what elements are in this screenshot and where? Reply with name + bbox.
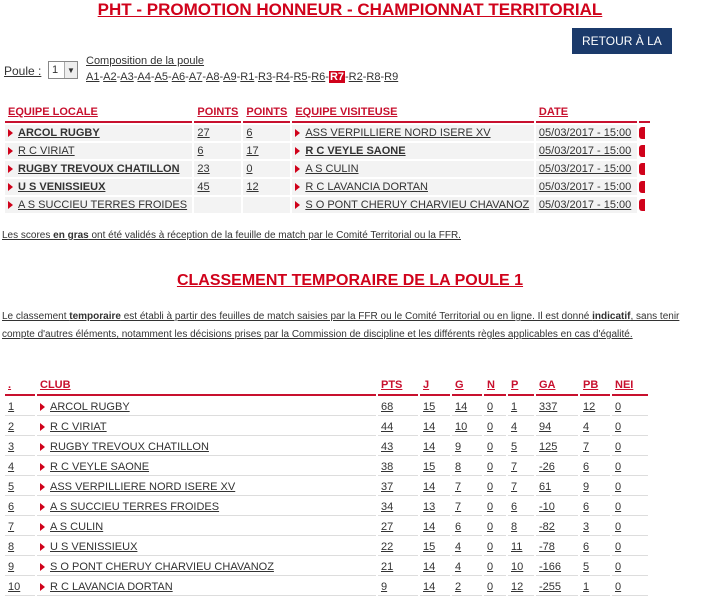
status-marker-icon[interactable]	[639, 181, 645, 193]
standings-nei[interactable]: 0	[612, 398, 648, 416]
standings-nei[interactable]: 0	[612, 438, 648, 456]
poule-group-link[interactable]: A1	[86, 71, 100, 83]
match-away-cell[interactable]	[292, 143, 534, 159]
standings-ga[interactable]: 61	[536, 478, 578, 496]
header-extra	[639, 102, 650, 123]
standings-pts[interactable]: 68	[378, 398, 418, 416]
match-points-home[interactable]: 23	[194, 161, 241, 177]
poule-group-link[interactable]: R2	[348, 71, 363, 83]
poule-group-link[interactable]: A7	[188, 71, 203, 83]
poule-group-link[interactable]: A4	[137, 71, 151, 83]
classement-note-text: Le classement	[2, 311, 70, 322]
caret-right-icon	[40, 563, 45, 571]
standings-ga[interactable]: 94	[536, 418, 578, 436]
match-points-home[interactable]: 45	[194, 179, 241, 195]
standings-club: U S VENISSIEUX	[50, 540, 138, 553]
caret-right-icon	[295, 201, 300, 209]
standings-p[interactable]: 12	[508, 578, 534, 596]
poule-group-link[interactable]: R3	[258, 71, 273, 83]
caret-right-icon	[40, 443, 45, 451]
standings-table	[3, 374, 650, 598]
standings-club: A S CULIN	[50, 520, 104, 533]
standings-g[interactable]: 4	[452, 558, 482, 576]
standings-pb[interactable]: 1	[580, 578, 610, 596]
match-row	[5, 125, 650, 141]
classement-note-bold: indicatif	[592, 311, 631, 322]
standings-g[interactable]: 7	[452, 478, 482, 496]
poule-group-link[interactable]: R5	[293, 71, 308, 83]
standings-row	[5, 458, 648, 476]
standings-pts[interactable]: 21	[378, 558, 418, 576]
standings-n[interactable]: 0	[484, 518, 506, 536]
standings-p[interactable]: 6	[508, 498, 534, 516]
group-separator: -	[133, 71, 138, 83]
group-separator: -	[219, 71, 224, 83]
standings-j[interactable]: 14	[420, 558, 450, 576]
match-away-team: A S CULIN	[305, 163, 359, 175]
standings-j[interactable]: 14	[420, 418, 450, 436]
standings-g[interactable]: 4	[452, 538, 482, 556]
standings-ga[interactable]: 125	[536, 438, 578, 456]
standings-club: A S SUCCIEU TERRES FROIDES	[50, 500, 220, 513]
header-rank[interactable]: .	[5, 376, 35, 396]
classement-note-text: , sans tenir compte d'autres éléments, notamment les décisions prises par la Commission de discipline et les différents règles applicables en cas d'égalité.	[2, 311, 680, 340]
standings-rank[interactable]: 2	[5, 418, 35, 436]
group-separator: -	[307, 71, 312, 83]
standings-j[interactable]: 14	[420, 478, 450, 496]
match-points-home[interactable]: 27	[194, 125, 241, 141]
caret-right-icon	[40, 503, 45, 511]
group-separator: -	[325, 71, 329, 83]
standings-p[interactable]: 7	[508, 478, 534, 496]
classement-note-text: est établi à partir des feuilles de match saisies par la FFR ou le Comité Territorial ou en ligne. Il est donné	[120, 311, 593, 322]
caret-right-icon	[8, 129, 13, 137]
match-extra-cell	[639, 143, 650, 159]
match-home-team: R C VIRIAT	[18, 145, 75, 157]
standings-pb[interactable]: 6	[580, 458, 610, 476]
standings-n[interactable]: 0	[484, 578, 506, 596]
standings-nei[interactable]: 0	[612, 498, 648, 516]
standings-nei[interactable]: 0	[612, 518, 648, 536]
standings-n[interactable]: 0	[484, 438, 506, 456]
match-away-team: R C VEYLE SAONE	[305, 145, 406, 157]
poule-label: Poule :	[4, 64, 42, 78]
header-ga[interactable]: GA	[536, 376, 578, 396]
match-points-home[interactable]: 6	[194, 143, 241, 159]
poule-group-link[interactable]: R7	[329, 71, 344, 83]
poule-group-link[interactable]: A9	[223, 71, 237, 83]
poule-select[interactable]	[48, 61, 78, 79]
poule-group-link[interactable]: R1	[240, 71, 255, 83]
standings-club-cell[interactable]	[37, 578, 376, 596]
poule-group-link[interactable]: R8	[366, 71, 381, 83]
standings-rank[interactable]: 3	[5, 438, 35, 456]
standings-rank[interactable]: 9	[5, 558, 35, 576]
standings-rank[interactable]: 6	[5, 498, 35, 516]
standings-pts[interactable]: 43	[378, 438, 418, 456]
match-away-cell[interactable]	[292, 125, 534, 141]
standings-n[interactable]: 0	[484, 418, 506, 436]
standings-rank[interactable]: 7	[5, 518, 35, 536]
caret-right-icon	[8, 165, 13, 173]
standings-n[interactable]: 0	[484, 398, 506, 416]
match-date[interactable]: 05/03/2017 - 15:00	[536, 197, 637, 213]
caret-right-icon	[40, 403, 45, 411]
caret-right-icon	[8, 183, 13, 191]
standings-row	[5, 578, 648, 596]
group-separator: -	[168, 71, 172, 83]
standings-pts[interactable]: 44	[378, 418, 418, 436]
poule-group-link[interactable]: A3	[120, 71, 134, 83]
match-home-cell[interactable]	[5, 125, 192, 141]
scores-note	[2, 230, 461, 241]
match-date[interactable]: 05/03/2017 - 15:00	[536, 179, 637, 195]
retour-button[interactable]: RETOUR À LA	[572, 28, 672, 54]
standings-ga[interactable]: -26	[536, 458, 578, 476]
standings-j[interactable]: 15	[420, 538, 450, 556]
standings-club-cell[interactable]	[37, 498, 376, 516]
standings-ga[interactable]: -10	[536, 498, 578, 516]
status-marker-icon[interactable]	[639, 199, 645, 211]
group-separator: -	[254, 71, 258, 83]
match-row	[5, 143, 650, 159]
match-home-cell[interactable]	[5, 161, 192, 177]
match-points-away[interactable]: 0	[243, 161, 290, 177]
header-pb[interactable]: PB	[580, 376, 610, 396]
standings-nei[interactable]: 0	[612, 478, 648, 496]
match-date[interactable]: 05/03/2017 - 15:00	[536, 161, 637, 177]
standings-g[interactable]: 14	[452, 398, 482, 416]
standings-club-cell[interactable]	[37, 438, 376, 456]
chevron-down-icon: ▼	[64, 62, 77, 78]
match-home-cell[interactable]	[5, 179, 192, 195]
group-separator: -	[185, 71, 189, 83]
standings-row	[5, 538, 648, 556]
standings-ga[interactable]: -255	[536, 578, 578, 596]
group-separator: -	[362, 71, 367, 83]
group-separator: -	[150, 71, 155, 83]
standings-club: RUGBY TREVOUX CHATILLON	[50, 440, 209, 453]
header-date[interactable]: DATE	[536, 102, 637, 123]
caret-right-icon	[295, 129, 300, 137]
standings-j[interactable]: 14	[420, 518, 450, 536]
standings-row	[5, 558, 648, 576]
classement-note	[2, 308, 702, 344]
standings-g[interactable]: 10	[452, 418, 482, 436]
standings-p[interactable]: 11	[508, 538, 534, 556]
poule-group-link[interactable]: A2	[103, 71, 117, 83]
standings-pb[interactable]: 12	[580, 398, 610, 416]
matches-table	[3, 100, 652, 215]
standings-pts[interactable]: 38	[378, 458, 418, 476]
caret-right-icon	[40, 483, 45, 491]
standings-n[interactable]: 0	[484, 558, 506, 576]
standings-j[interactable]: 14	[420, 438, 450, 456]
standings-club: ARCOL RUGBY	[50, 400, 130, 413]
standings-p[interactable]: 8	[508, 518, 534, 536]
standings-nei[interactable]: 0	[612, 558, 648, 576]
standings-j[interactable]: 15	[420, 398, 450, 416]
standings-pts[interactable]: 37	[378, 478, 418, 496]
header-pts[interactable]: PTS	[378, 376, 418, 396]
standings-nei[interactable]: 0	[612, 418, 648, 436]
group-separator: -	[99, 71, 104, 83]
standings-row	[5, 438, 648, 456]
match-home-team: ARCOL RUGBY	[18, 127, 100, 139]
match-home-team: A S SUCCIEU TERRES FROIDES	[18, 199, 188, 211]
poule-group-link[interactable]: R4	[275, 71, 290, 83]
standings-club: S O PONT CHERUY CHARVIEU CHAVANOZ	[50, 560, 274, 573]
status-marker-icon[interactable]	[639, 145, 645, 157]
match-points-away[interactable]	[243, 197, 290, 213]
caret-right-icon	[295, 183, 300, 191]
header-club[interactable]: CLUB	[37, 376, 376, 396]
group-separator: -	[272, 71, 276, 83]
standings-row	[5, 418, 648, 436]
scores-note-bold: en gras	[53, 230, 89, 241]
standings-n[interactable]: 0	[484, 538, 506, 556]
standings-j[interactable]: 13	[420, 498, 450, 516]
header-points-away[interactable]: POINTS	[243, 102, 290, 123]
match-extra-cell	[639, 125, 650, 141]
standings-pb[interactable]: 7	[580, 438, 610, 456]
match-extra-cell	[639, 161, 650, 177]
poule-group-link[interactable]: A6	[171, 71, 186, 83]
standings-ga[interactable]: -78	[536, 538, 578, 556]
caret-right-icon	[8, 201, 13, 209]
header-away-team[interactable]: EQUIPE VISITEUSE	[292, 102, 534, 123]
match-away-cell[interactable]	[292, 197, 534, 213]
header-n[interactable]: N	[484, 376, 506, 396]
match-points-away[interactable]: 12	[243, 179, 290, 195]
header-p[interactable]: P	[508, 376, 534, 396]
standings-rank[interactable]: 5	[5, 478, 35, 496]
match-points-home[interactable]	[194, 197, 241, 213]
match-home-cell[interactable]	[5, 197, 192, 213]
header-nei[interactable]: NEI	[612, 376, 648, 396]
caret-right-icon	[40, 423, 45, 431]
standings-club-cell[interactable]	[37, 558, 376, 576]
header-j[interactable]: J	[420, 376, 450, 396]
standings-rank[interactable]: 1	[5, 398, 35, 416]
standings-pts[interactable]: 9	[378, 578, 418, 596]
match-away-cell[interactable]	[292, 161, 534, 177]
group-separator: -	[289, 71, 294, 83]
standings-club-cell[interactable]	[37, 478, 376, 496]
status-marker-icon[interactable]	[639, 127, 645, 139]
poule-group-link[interactable]: R9	[384, 71, 399, 83]
standings-nei[interactable]: 0	[612, 458, 648, 476]
match-date[interactable]: 05/03/2017 - 15:00	[536, 125, 637, 141]
standings-club-cell[interactable]	[37, 398, 376, 416]
standings-g[interactable]: 8	[452, 458, 482, 476]
standings-club-cell[interactable]	[37, 538, 376, 556]
group-separator: -	[345, 71, 349, 83]
standings-j[interactable]: 14	[420, 578, 450, 596]
match-row	[5, 161, 650, 177]
standings-row	[5, 398, 648, 416]
standings-pb[interactable]: 5	[580, 558, 610, 576]
standings-nei[interactable]: 0	[612, 578, 648, 596]
caret-right-icon	[295, 147, 300, 155]
classement-title: CLASSEMENT TEMPORAIRE DE LA POULE 1	[176, 272, 524, 289]
header-home-team[interactable]: EQUIPE LOCALE	[5, 102, 192, 123]
standings-club-cell[interactable]	[37, 458, 376, 476]
group-separator: -	[380, 71, 385, 83]
standings-club: R C VEYLE SAONE	[50, 460, 150, 473]
group-separator: -	[116, 71, 121, 83]
match-points-away[interactable]: 17	[243, 143, 290, 159]
standings-ga[interactable]: -166	[536, 558, 578, 576]
standings-row	[5, 498, 648, 516]
poule-group-link[interactable]: R6	[311, 71, 326, 83]
match-away-team: S O PONT CHERUY CHARVIEU CHAVANOZ	[305, 199, 530, 211]
caret-right-icon	[40, 523, 45, 531]
standings-pts[interactable]: 22	[378, 538, 418, 556]
caret-right-icon	[8, 147, 13, 155]
group-separator: -	[202, 71, 206, 83]
standings-n[interactable]: 0	[484, 478, 506, 496]
standings-club: R C LAVANCIA DORTAN	[50, 580, 173, 593]
match-row	[5, 179, 650, 195]
scores-note-text-end: ont été validés à réception de la feuille de match par le Comité Territorial ou la FFR.	[88, 230, 461, 241]
page-title: PHT - PROMOTION HONNEUR - CHAMPIONNAT TERRITORIAL	[97, 0, 603, 19]
standings-p[interactable]: 4	[508, 418, 534, 436]
standings-p[interactable]: 10	[508, 558, 534, 576]
standings-club-cell[interactable]	[37, 418, 376, 436]
standings-nei[interactable]: 0	[612, 538, 648, 556]
match-extra-cell	[639, 197, 650, 213]
match-extra-cell	[639, 179, 650, 195]
standings-pb[interactable]: 4	[580, 418, 610, 436]
standings-g[interactable]: 7	[452, 498, 482, 516]
standings-pts[interactable]: 34	[378, 498, 418, 516]
match-date[interactable]: 05/03/2017 - 15:00	[536, 143, 637, 159]
standings-club: ASS VERPILLIERE NORD ISERE XV	[50, 480, 236, 493]
match-points-away[interactable]: 6	[243, 125, 290, 141]
standings-club: R C VIRIAT	[50, 420, 107, 433]
match-row	[5, 197, 650, 213]
group-separator: -	[236, 71, 241, 83]
standings-rank[interactable]: 8	[5, 538, 35, 556]
caret-right-icon	[295, 165, 300, 173]
standings-g[interactable]: 2	[452, 578, 482, 596]
header-points-home[interactable]: POINTS	[194, 102, 241, 123]
poule-group-link[interactable]: A5	[154, 71, 169, 83]
classement-note-bold: temporaire	[69, 311, 121, 322]
standings-rank[interactable]: 10	[5, 578, 35, 596]
standings-g[interactable]: 6	[452, 518, 482, 536]
standings-pb[interactable]: 3	[580, 518, 610, 536]
composition-link[interactable]: Composition de la poule	[86, 55, 205, 67]
match-away-cell[interactable]	[292, 179, 534, 195]
match-home-team: RUGBY TREVOUX CHATILLON	[18, 163, 180, 175]
standings-j[interactable]: 15	[420, 458, 450, 476]
standings-pts[interactable]: 27	[378, 518, 418, 536]
match-away-team: R C LAVANCIA DORTAN	[305, 181, 428, 193]
header-g[interactable]: G	[452, 376, 482, 396]
match-home-team: U S VENISSIEUX	[18, 181, 106, 193]
standings-rank[interactable]: 4	[5, 458, 35, 476]
scores-note-text: Les scores	[2, 230, 54, 241]
standings-g[interactable]: 9	[452, 438, 482, 456]
status-marker-icon[interactable]	[639, 163, 645, 175]
standings-pb[interactable]: 6	[580, 498, 610, 516]
match-home-cell[interactable]	[5, 143, 192, 159]
poule-group-list	[86, 71, 398, 83]
standings-p[interactable]: 5	[508, 438, 534, 456]
standings-p[interactable]: 1	[508, 398, 534, 416]
standings-club-cell[interactable]	[37, 518, 376, 536]
standings-p[interactable]: 7	[508, 458, 534, 476]
match-away-team: ASS VERPILLIERE NORD ISERE XV	[305, 127, 491, 139]
standings-row	[5, 518, 648, 536]
standings-row	[5, 478, 648, 496]
caret-right-icon	[40, 583, 45, 591]
caret-right-icon	[40, 463, 45, 471]
standings-n[interactable]: 0	[484, 498, 506, 516]
caret-right-icon	[40, 543, 45, 551]
standings-pb[interactable]: 6	[580, 538, 610, 556]
standings-n[interactable]: 0	[484, 458, 506, 476]
standings-ga[interactable]: -82	[536, 518, 578, 536]
standings-ga[interactable]: 337	[536, 398, 578, 416]
poule-select-value: 1	[52, 64, 59, 76]
poule-group-link[interactable]: A8	[205, 71, 220, 83]
standings-pb[interactable]: 9	[580, 478, 610, 496]
